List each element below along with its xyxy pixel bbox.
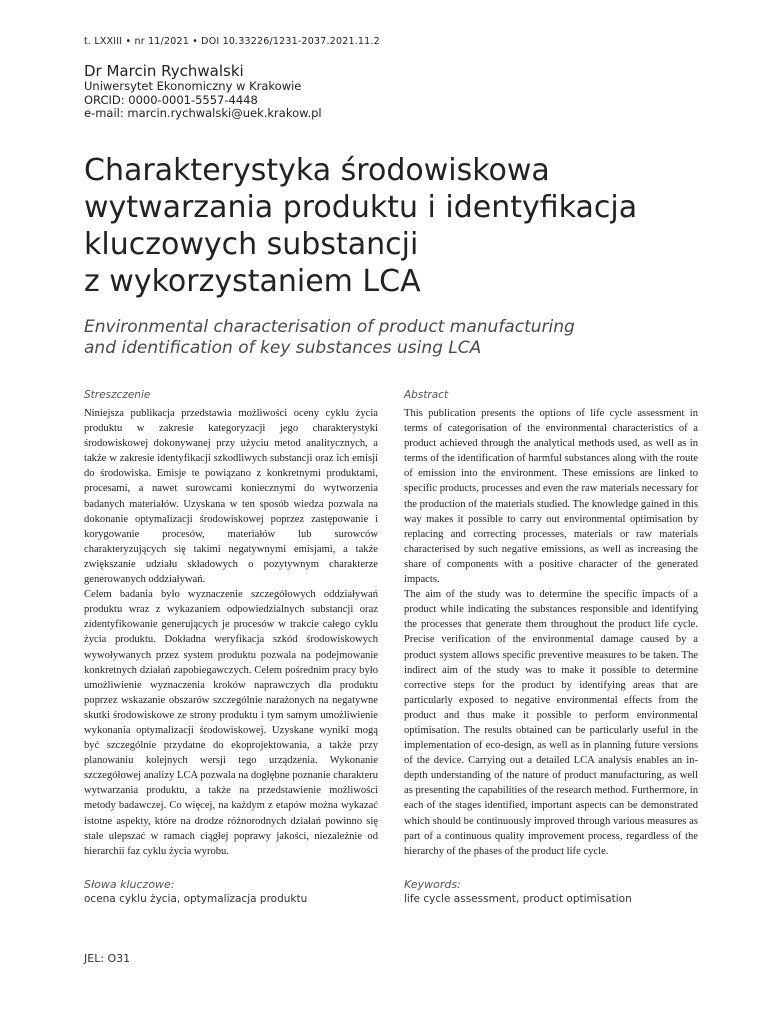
article-title: [84, 152, 724, 300]
keywords-pl: [84, 878, 384, 906]
streszczenie-paragraph: Niniejsza publikacja przedstawia możliwości oceny cyklu życia produktu w zakresie kategoryzacji jego charakterystyki środowiskowej dokonywanej przy użyciu metod analitycznych, a także w zakresie identyfikacji szkodliwych substancji oraz ich emisji do środowiska. Emisje te powiązano z konkretnymi produktami, procesami, a nawet surowcami koniecznymi do wytworzenia badanych materiałów. Uzyskana w ten sposób wiedza pozwala na dokonanie optymalizacji środowiskowej poprzez zastępowanie i korygowanie procesów, materiałów lub surowców charakteryzujących się takimi negatywnymi emisjami, a także zwiększanie udziału składowych o pozytywnym charakterze generowanych oddziaływań.: [84, 408, 378, 586]
journal-citation: t. LXXIII • nr 11/2021 • DOI 10.33226/1231-2037.2021.11.2: [84, 36, 380, 47]
abstract-column: [404, 388, 698, 859]
subtitle-line: and identification of key substances using LCA: [84, 338, 482, 358]
keywords-en: [404, 878, 704, 906]
author-email: e-mail: marcin.rychwalski@uek.krakow.pl: [84, 106, 322, 121]
streszczenie-label: Streszczenie: [84, 389, 151, 401]
author-affiliation: Uniwersytet Ekonomiczny w Krakowie: [84, 79, 302, 93]
streszczenie-column: [84, 388, 378, 859]
title-line: z wykorzystaniem LCA: [84, 264, 421, 299]
keywords-en-label: Keywords:: [404, 878, 461, 891]
author-name: Dr Marcin Rychwalski: [84, 62, 244, 80]
author-block: [84, 62, 704, 121]
streszczenie-paragraph: Celem badania było wyznaczenie szczegółowych oddziaływań produktu wraz z wykazaniem odpowiedzialnych substancji oraz zidentyfikowanie generujących je procesów w trakcie całego cyklu życia produktu. Dokładna weryfikacja szkód środowiskowych wywoływanych przez system produktu pozwala na podejmowanie konkretnych działań zapobiegawczych. Celem pośrednim pracy było umożliwienie wyznaczenia kroków naprawczych dla produktu poprzez wskazanie obszarów szczególnie narażonych na negatywne skutki środowiskowe ze strony produktu i tym samym umożliwienie wykonania optymalizacji środowiskowej. Uzyskane wyniki mogą być szczególnie przydatne do ekoprojektowania, a także przy planowaniu kolejnych wersji tego urządzenia. Wykonanie szczegółowej analizy LCA pozwala na dogłębne poznanie charakteru wytwarzania produktu, a także na przedstawienie możliwości metody badawczej. Co więcej, na każdym z etapów można wykazać istotne aspekty, które na drodze różnorodnych działań powinno się stale ulepszać w ramach ciągłej poprawy jakości, niezależnie od hierarchii faz cyklu życia wyrobu.: [84, 589, 378, 857]
abstract-paragraph: The aim of the study was to determine the specific impacts of a product while indicating the substances responsible and identifying the processes that generate them throughout the product life cycle. Precise verification of the environmental damage caused by a product system allows specific preventive measures to be taken. The indirect aim of the study was to make it possible to determine corrective steps for the product by identifying areas that are particularly exposed to negative environmental effects from the product and thus make it possible to perform environmental optimisation. The results obtained can be particularly useful in the implementation of eco-design, as well as in planning future versions of the device. Carrying out a detailed LCA analysis enables an in-depth understanding of the nature of product manufacturing, as well as presenting the capabilities of the research method. Furthermore, in each of the stages identified, important aspects can be demonstrated which should be continuously improved through various measures as part of a continuous quality improvement process, regardless of the hierarchy of the phases of the product life cycle.: [404, 589, 698, 857]
author-orcid: ORCID: 0000-0001-5557-4448: [84, 92, 258, 107]
keywords-pl-value: ocena cyklu życia, optymalizacja produktu: [84, 893, 308, 905]
title-line: Charakterystyka środowiskowa: [84, 153, 550, 188]
title-line: wytwarzania produktu i identyfikacja: [84, 190, 638, 225]
subtitle-line: Environmental characterisation of product manufacturing: [84, 317, 575, 337]
abstract-label: Abstract: [404, 389, 449, 401]
abstract-paragraph: This publication presents the options of life cycle assessment in terms of categorisation of the environmental characteristics of a product achieved through the analytical methods used, as well as in terms of the identification of harmful substances along with the route of emission into the environment. These emissions are linked to specific products, processes and even the raw materials necessary for the production of the materials studied. The knowledge gained in this way makes it possible to carry out environmental optimisation by replacing and correcting processes, materials or raw materials characterised by such negative emissions, as well as increasing the share of components with a positive character of the generated impacts.: [404, 408, 698, 586]
title-line: kluczowych substancji: [84, 227, 419, 262]
keywords-en-value: life cycle assessment, product optimisation: [404, 893, 632, 905]
article-subtitle: [84, 317, 724, 359]
jel-code: JEL: O31: [84, 952, 131, 965]
keywords-pl-label: Słowa kluczowe:: [84, 878, 175, 891]
